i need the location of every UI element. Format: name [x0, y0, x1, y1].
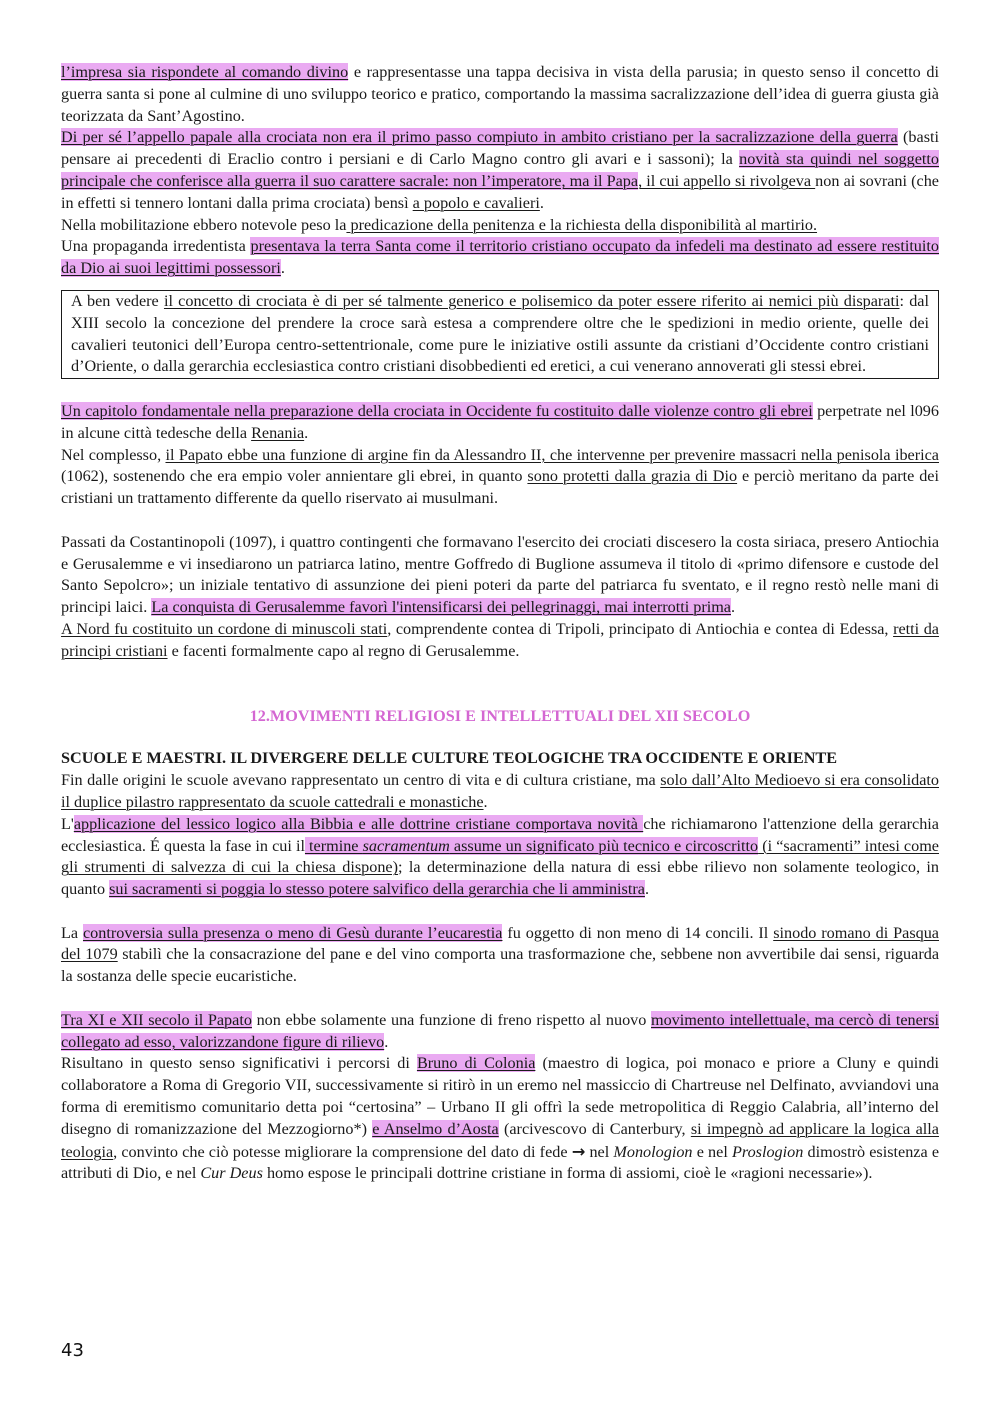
- text: Fin dalle origini le scuole avevano rappresentato un centro di vita e di cultura cristiane, ma: [61, 771, 661, 790]
- underlined-text: predicazione della penitenza e la richiesta della disponibilità al martirio.: [346, 215, 818, 234]
- text: L': [61, 814, 74, 833]
- underlined-text: solo dall’Alto Medioevo si era consolidato il duplice pilastro rappresentato da scuole cattedrali e monastiche: [61, 771, 939, 811]
- boxed-note: [61, 290, 939, 379]
- text: (basti pensare ai precedenti di Eraclio contro i persiani e di Carlo Magno contro gli avari e i sassoni); la: [61, 128, 939, 169]
- text: (maestro di logica, poi monaco e priore a Cluny e quindi collaboratore a Roma di Gregorio VII, successivamente si ritirò in un eremo nel massiccio di Chartreuse nel Delfinato, avviandovi una forma di eremitismo comunitario detta poi “certosina” – Urbano II gli offrì la sede metropolitica di Reggio Calabria, all’interno del disegno di romanizzazione del Mezzogiorno*): [61, 1054, 939, 1138]
- arrow-right-icon: →: [571, 1141, 586, 1161]
- paragraph-propaganda: [61, 236, 939, 280]
- text: fu oggetto di non meno di 14 concili. Il: [502, 923, 774, 942]
- chapter-number: 12: [249, 706, 266, 725]
- spacer: [61, 988, 939, 1010]
- text: e rappresentasse una tappa decisiva in vista della parusia; in questo senso il concetto di guerra santa si pone al culmine di uno sviluppo teorico e pratico, comportando la massima sacralizzazione dell’idea di guerra giusta già teorizzata da Sant’Agostino.: [61, 63, 939, 125]
- text: .: [731, 598, 736, 617]
- underlined-text: (i “sacramenti” intesi come gli strumenti di salvezza di cui la chiesa dispone): [61, 836, 939, 877]
- spacer: [61, 901, 939, 923]
- highlight: e Anselmo d’Aosta: [372, 1119, 499, 1138]
- text: ; la determinazione della natura di essi ebbe rilievo non solamente teologico, in quanto: [61, 858, 939, 899]
- underlined-text: il concetto di crociata è di per sé talmente generico e polisemico da poter essere riferito ai nemici più disparati: [163, 291, 900, 310]
- paragraph-papacy-barrier: [61, 445, 939, 510]
- text: .: [384, 1032, 389, 1051]
- text: Una propaganda irredentista: [61, 237, 251, 256]
- italic-text: Monologion: [613, 1142, 693, 1161]
- paragraph-logic-bible: [61, 814, 939, 901]
- chapter-heading: [61, 706, 939, 728]
- highlight: assume un significato più tecnico e circoscritto: [449, 836, 759, 855]
- highlight: Bruno di Colonia: [416, 1054, 536, 1073]
- text: non ebbe solamente una funzione di freno rispetto al nuovo: [251, 1010, 651, 1029]
- text: .: [304, 423, 309, 442]
- text: e facenti formalmente capo al regno di Gerusalemme.: [167, 641, 520, 660]
- text: Risultano in questo senso significativi i percorsi di: [61, 1054, 417, 1073]
- highlight: applicazione del lessico logico alla Bibbia e alle dottrine cristiane comportava novità: [73, 814, 644, 833]
- text: dimostrò esistenza e attributi di Dio, e nel: [61, 1142, 940, 1183]
- paragraph-crusader-states: [61, 619, 939, 663]
- underlined-text: si impegnò ad applicare la logica alla teologia: [61, 1119, 939, 1161]
- underlined-text: , il cui appello si rivolgeva: [638, 171, 816, 190]
- chapter-title: .MOVIMENTI RELIGIOSI E INTELLETTUALI DEL XII SECOLO: [265, 706, 751, 725]
- boxed-note-text: [71, 291, 929, 378]
- highlight-italic: sacramentum: [362, 836, 450, 855]
- document-page: [61, 62, 939, 1185]
- highlight: l’impresa sia rispondete al comando divino: [61, 63, 349, 81]
- italic-text: Cur Deus: [200, 1164, 263, 1183]
- text: homo espose le principali dottrine cristiane in forma di assiomi, cioè le «ragioni necessarie»).: [262, 1164, 873, 1183]
- text: , convinto che ciò potesse migliorare la comprensione del dato di fede: [113, 1142, 572, 1161]
- highlight: Un capitolo fondamentale nella preparazione della crociata in Occidente fu costituito dalle violenze contro gli ebrei: [61, 401, 813, 420]
- highlight: Di per sé: [61, 128, 128, 147]
- highlight: presentava la terra Santa come il territorio cristiano occupato da infedeli ma destinato ad essere restituito da Dio ai suoi legittimi possessori: [61, 237, 939, 278]
- highlight: sui sacramenti si poggia lo stesso potere salvifico della gerarchia che li amministra: [109, 880, 645, 899]
- highlight: novità sta quindi nel soggetto principale che conferisce alla guerra il suo carattere sacrale: non l’imperatore, ma il Papa: [61, 150, 939, 190]
- text: non ai sovrani (che in effetti si tennero lontani dalla prima crociata) bensì: [61, 171, 939, 212]
- text: .: [280, 259, 285, 278]
- paragraph-bruno-anselmo: [61, 1053, 939, 1185]
- text: perpetrate nel l096 in alcune città tedesche della: [61, 401, 939, 442]
- section-heading: SCUOLE E MAESTRI. IL DIVERGERE DELLE CULTURE TEOLOGICHE TRA OCCIDENTE E ORIENTE: [61, 749, 838, 768]
- spacer: [61, 379, 939, 401]
- paragraph-mobilization: [61, 215, 939, 237]
- paragraph-violence-jews: [61, 401, 939, 445]
- text: Nella mobilitazione ebbero notevole peso la: [61, 215, 347, 234]
- italic-text: Proslogion: [731, 1142, 804, 1161]
- text: Nel complesso,: [61, 445, 166, 464]
- spacer: [61, 510, 939, 532]
- underlined-text: Renania: [251, 423, 305, 442]
- text: .: [483, 792, 488, 811]
- text: .: [539, 193, 544, 212]
- text: : dal XIII secolo la concezione del prendere la croce sarà estesa a comprendere oltre che le spedizioni in medio oriente, quelle dei cavalieri teutonici dell’Europa centro-settentrionale, come pure le iniziative ostili assunte da cristiani d’Occidente contro cristiani d’Oriente, o dalla gerarchia ecclesiastica contro cristiani disobbedienti ed eretici, a cui venerano annoverati gli stessi ebrei.: [71, 291, 929, 376]
- text: stabilì che la consacrazione del pane e del vino comporta una trasformazione che, sebbene non avvertibile dai sensi, riguarda la sostanza delle specie eucaristiche.: [61, 945, 939, 986]
- text: La: [61, 923, 83, 942]
- underlined-text: A Nord fu costituito un cordone di minuscoli stati: [61, 619, 388, 638]
- text: Passati da Costantinopoli (1097), i quattro contingenti che formavano l'esercito dei crociati discesero la costa siriaca, presero Antiochia e Gerusalemme e vi insediarono un patriarca latino, mentre Goffredo di Buglione assumeva il titolo di «primo difensore e custode del Santo Sepolcro»; un iniziale tentativo di assunzione dei pieni poteri da parte del patriarca fu sventato, e il regno restò nelle mani di principi laici.: [61, 532, 939, 617]
- paragraph-eucharist: [61, 923, 939, 988]
- text: A ben vedere: [71, 291, 164, 310]
- underlined-text: a popolo e cavalieri: [412, 193, 540, 212]
- text: .: [644, 880, 649, 899]
- paragraph-crusade-divine-command: [61, 62, 939, 127]
- text: e perciò meritano da parte dei cristiani un trattamento differente da quello riservato ai musulmani.: [61, 467, 939, 508]
- underlined-text: retti da principi cristiani: [61, 619, 939, 660]
- paragraph-papacy-intellectual: [61, 1010, 939, 1054]
- underlined-text: sono protetti dalla grazia di Dio: [527, 467, 738, 486]
- highlight: Tra XI e XII secolo il Papato: [61, 1010, 252, 1029]
- highlight: termine: [304, 836, 363, 855]
- underlined-text: il Papato ebbe una funzione di argine fin da Alessandro II, che intervenne per prevenire massacri nella penisola iberica: [165, 445, 939, 464]
- highlight: La conquista di Gerusalemme favorì l'intensificarsi dei pellegrinaggi, mai interrotti prima: [151, 598, 731, 617]
- paragraph-schools: [61, 770, 939, 814]
- text: (arcivescovo di Canterbury,: [498, 1119, 691, 1138]
- text: che richiamarono l'attenzione della gerarchia ecclesiastica. É questa la fase in cui il: [61, 814, 939, 855]
- highlight: l’appello papale alla crociata non era il primo passo compiuto in ambito cristiano per la sacralizzazione della guerra: [127, 128, 898, 147]
- highlight: controversia sulla presenza o meno di Gesù durante l’eucarestia: [82, 923, 503, 942]
- text: , comprendente contea di Tripoli, principato di Antiochia e contea di Edessa,: [387, 619, 894, 638]
- text: (1062), sostenendo che era empio voler annientare gli ebrei, in quanto: [61, 467, 528, 486]
- underlined-text: sinodo romano di Pasqua del 1079: [61, 923, 939, 964]
- text: e nel: [692, 1142, 732, 1161]
- paragraph-papal-appeal: [61, 127, 939, 214]
- highlight: movimento intellettuale, ma cercò di tenersi collegato ad esso, valorizzandone figure di rilievo: [61, 1010, 939, 1051]
- text: nel: [585, 1142, 614, 1161]
- paragraph-constantinople: [61, 532, 939, 619]
- page-number: 43: [61, 1340, 84, 1361]
